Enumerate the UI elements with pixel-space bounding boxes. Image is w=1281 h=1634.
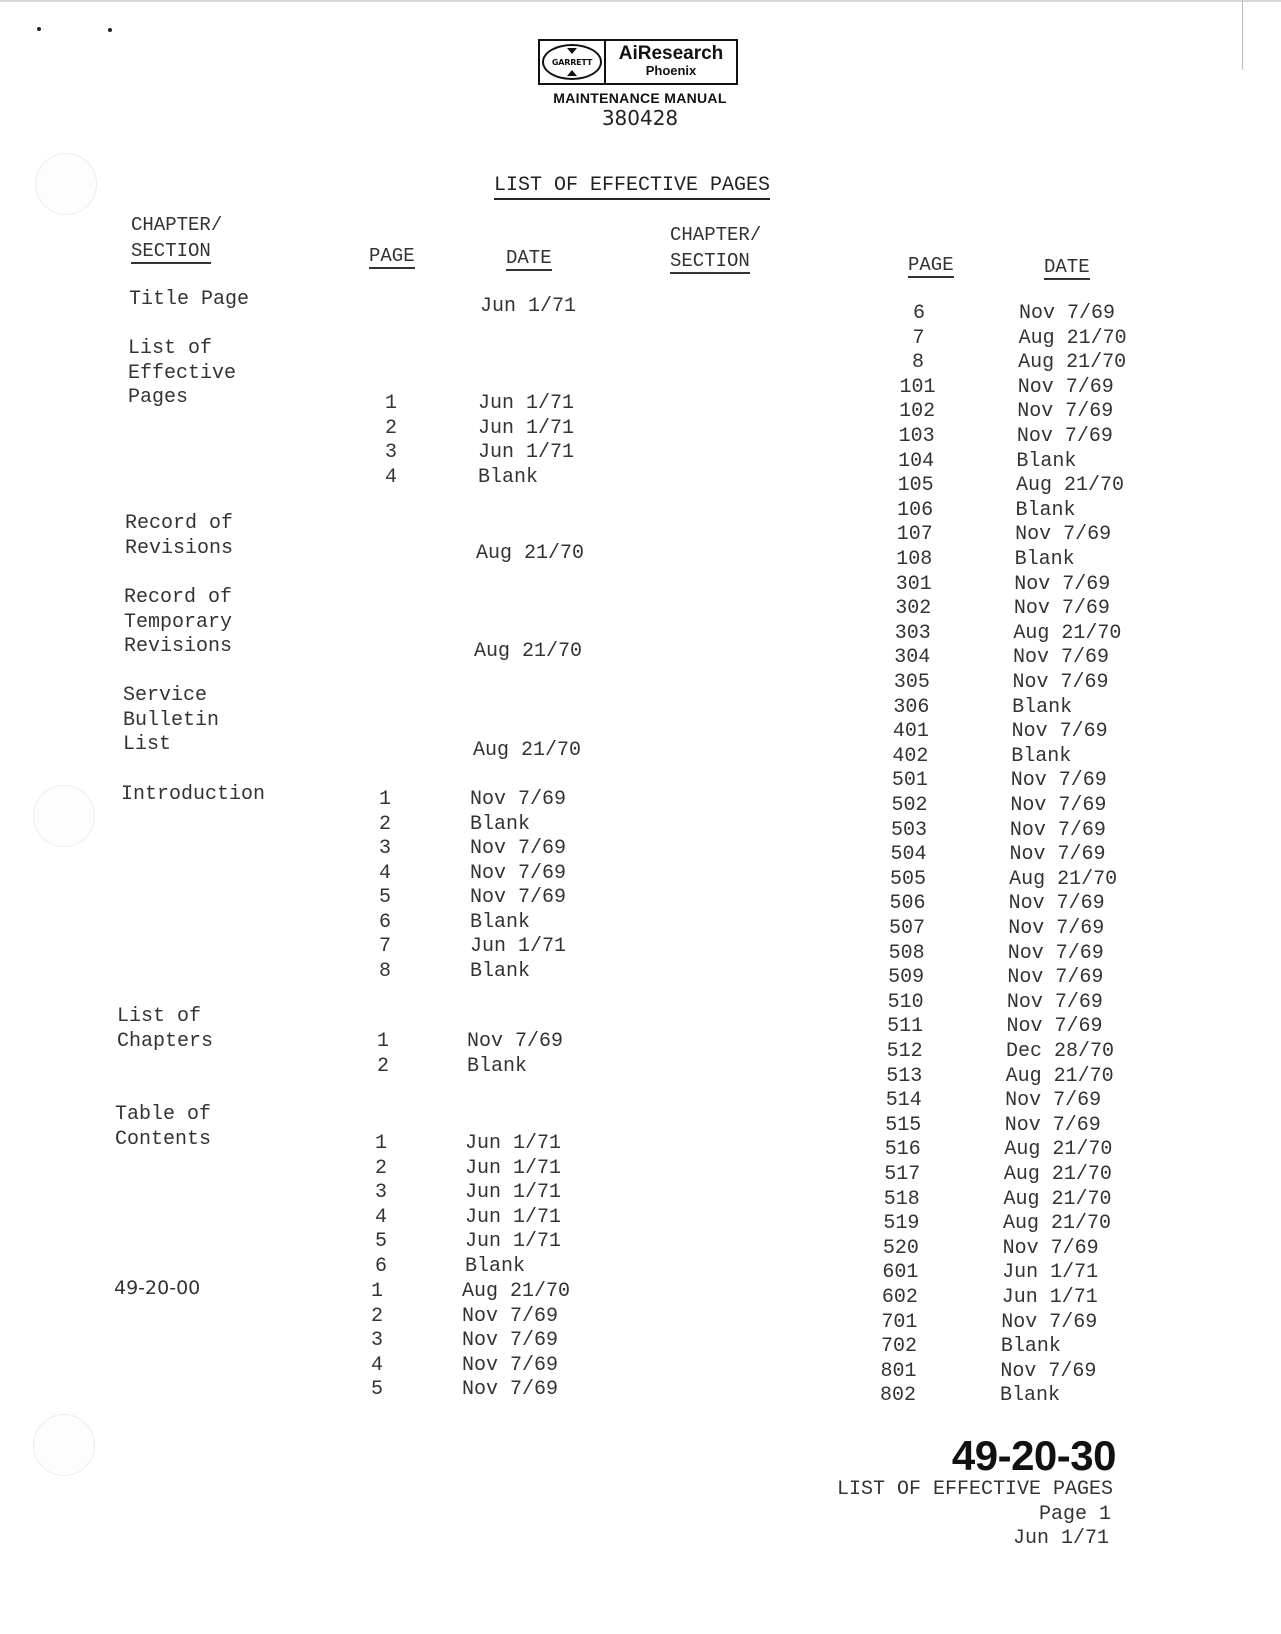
page-date: Nov 7/69 bbox=[470, 861, 567, 885]
page-date: Nov 7/69 bbox=[1009, 818, 1106, 842]
page-date: Aug 21/70 bbox=[462, 1280, 571, 1303]
page-date: Nov 7/69 bbox=[1010, 769, 1107, 793]
page-number: 104 bbox=[898, 449, 935, 473]
page-date: Nov 7/69 bbox=[470, 837, 567, 860]
page-number: 4 bbox=[378, 861, 391, 885]
page-number: 106 bbox=[897, 498, 934, 522]
page-date: Aug 21/70 bbox=[476, 542, 585, 565]
page-number: 305 bbox=[893, 671, 930, 694]
page-number: 6 bbox=[378, 910, 391, 934]
triangle-up-icon bbox=[567, 70, 577, 76]
page-number: 515 bbox=[885, 1113, 922, 1137]
page-number: 509 bbox=[888, 966, 925, 990]
page-number: 507 bbox=[889, 917, 926, 940]
triangle-down-icon bbox=[567, 48, 577, 54]
section-label: List of bbox=[117, 1005, 202, 1028]
page-date: Nov 7/69 bbox=[1019, 302, 1116, 325]
page-date: Aug 21/70 bbox=[1003, 1163, 1112, 1186]
page-date: Nov 7/69 bbox=[1017, 375, 1114, 399]
binder-hole bbox=[33, 1414, 95, 1476]
scan-speck bbox=[108, 28, 112, 32]
page-date: Nov 7/69 bbox=[1001, 1310, 1098, 1334]
page-number: 801 bbox=[880, 1359, 917, 1383]
page-number: 6 bbox=[374, 1254, 387, 1278]
page-number: 7 bbox=[378, 935, 391, 958]
logo-oval bbox=[542, 44, 602, 80]
section-label: Table of bbox=[115, 1103, 212, 1126]
page-date: Aug 21/70 bbox=[1013, 621, 1122, 645]
page-number: 103 bbox=[898, 425, 935, 448]
header-chapter-line1: CHAPTER/ bbox=[131, 214, 223, 236]
page-date: Nov 7/69 bbox=[462, 1353, 559, 1377]
page-date: Nov 7/69 bbox=[1000, 1359, 1097, 1383]
garrett-emblem-icon bbox=[540, 41, 606, 83]
page-date: Nov 7/69 bbox=[470, 886, 567, 909]
page-number: 401 bbox=[892, 720, 929, 744]
page-edge-line bbox=[1242, 0, 1243, 70]
page-date: Nov 7/69 bbox=[1011, 720, 1108, 744]
page-date: Nov 7/69 bbox=[462, 1378, 559, 1401]
header-date-label: DATE bbox=[1044, 256, 1090, 278]
section-label: Revisions bbox=[125, 536, 234, 560]
page-number: 4 bbox=[374, 1205, 387, 1229]
page-date: Nov 7/69 bbox=[462, 1304, 559, 1328]
page-date: Nov 7/69 bbox=[1004, 1113, 1101, 1137]
page-number: 306 bbox=[893, 695, 930, 719]
section-label: Introduction bbox=[121, 783, 266, 806]
page-number: 503 bbox=[890, 818, 927, 842]
page-number: 601 bbox=[882, 1261, 919, 1285]
page-date: Blank bbox=[1012, 695, 1073, 719]
page-number: 510 bbox=[887, 990, 924, 1014]
page-number: 3 bbox=[384, 441, 397, 464]
section-label: Revisions bbox=[124, 635, 233, 658]
page-date: Blank bbox=[467, 1054, 528, 1078]
page-number: 302 bbox=[895, 597, 932, 621]
section-label: List bbox=[123, 733, 172, 756]
page-date: Nov 7/69 bbox=[1015, 523, 1112, 547]
page-date: Aug 21/70 bbox=[474, 640, 583, 663]
header-page-left bbox=[369, 243, 415, 269]
page-number: 602 bbox=[881, 1286, 918, 1309]
page-date: Aug 21/70 bbox=[1003, 1212, 1112, 1236]
footer-page-label: Page 1 bbox=[1038, 1503, 1111, 1526]
page-date: Jun 1/71 bbox=[465, 1132, 562, 1155]
page-number: 702 bbox=[880, 1335, 917, 1359]
page-date: Blank bbox=[1016, 449, 1077, 473]
page-number: 8 bbox=[378, 959, 391, 983]
page-date: Nov 7/69 bbox=[1005, 1089, 1102, 1113]
page-date: Nov 7/69 bbox=[462, 1329, 559, 1352]
page-date: Aug 21/70 bbox=[1015, 474, 1124, 498]
page-date: Blank bbox=[478, 465, 539, 489]
page-edge bbox=[0, 0, 1281, 2]
page-number: 108 bbox=[896, 548, 933, 571]
page-date: Aug 21/70 bbox=[1018, 351, 1127, 375]
page-number: 517 bbox=[884, 1163, 921, 1186]
page-date: Nov 7/69 bbox=[470, 788, 567, 811]
page-number: 8 bbox=[912, 351, 925, 375]
page-number: 518 bbox=[883, 1187, 920, 1211]
page-date: Nov 7/69 bbox=[467, 1030, 564, 1053]
section-label: List of bbox=[128, 337, 213, 360]
page-number: 520 bbox=[882, 1236, 919, 1260]
header-date-label: DATE bbox=[506, 247, 552, 269]
page-date: Blank bbox=[465, 1254, 526, 1278]
page-date: Jun 1/71 bbox=[465, 1156, 562, 1180]
page-number: 1 bbox=[374, 1132, 387, 1155]
page-number: 4 bbox=[370, 1353, 383, 1377]
page-date: Blank bbox=[1000, 1384, 1061, 1408]
page-number: 304 bbox=[894, 646, 931, 670]
binder-hole bbox=[33, 785, 95, 847]
header-chapter-line1: CHAPTER/ bbox=[670, 224, 762, 246]
page-date: Jun 1/71 bbox=[1002, 1261, 1099, 1285]
page-number: 802 bbox=[879, 1384, 916, 1408]
page-number: 516 bbox=[884, 1138, 921, 1162]
page-number: 105 bbox=[897, 474, 934, 498]
footer-date: Jun 1/71 bbox=[1012, 1527, 1109, 1550]
page-number: 514 bbox=[885, 1089, 922, 1113]
page-date: Blank bbox=[1014, 548, 1075, 571]
page-date: Nov 7/69 bbox=[1016, 425, 1113, 448]
page-date: Nov 7/69 bbox=[1012, 646, 1109, 670]
logo-mark-text: GARRETT bbox=[551, 57, 593, 67]
page-date: Blank bbox=[1011, 744, 1072, 768]
header-section-line2: SECTION bbox=[670, 250, 750, 272]
page-date: Blank bbox=[1015, 498, 1076, 522]
page-date: Blank bbox=[470, 812, 531, 836]
page-number: 2 bbox=[378, 812, 391, 836]
page-date: Blank bbox=[1000, 1335, 1061, 1359]
page-number: 2 bbox=[374, 1156, 387, 1180]
page-date: Blank bbox=[470, 910, 531, 934]
section-label: Record of bbox=[125, 512, 234, 535]
page-number: 402 bbox=[892, 744, 929, 768]
page-date: Nov 7/69 bbox=[1010, 794, 1107, 817]
page-date: Aug 21/70 bbox=[1003, 1187, 1112, 1211]
page-number: 1 bbox=[384, 392, 397, 415]
manual-title: MAINTENANCE MANUAL bbox=[553, 90, 727, 106]
header-date-left bbox=[506, 245, 552, 271]
page-number: 107 bbox=[896, 523, 933, 547]
page-number: 508 bbox=[888, 941, 925, 965]
header-chapter-section-left bbox=[131, 212, 222, 264]
page-date: Aug 21/70 bbox=[1005, 1064, 1114, 1088]
page-number: 301 bbox=[895, 572, 932, 596]
page-date: Dec 28/70 bbox=[1006, 1040, 1115, 1063]
section-label: Title Page bbox=[129, 288, 250, 311]
page-number: 101 bbox=[899, 375, 936, 399]
page-date: Jun 1/71 bbox=[465, 1181, 562, 1204]
header-page-label: PAGE bbox=[908, 254, 954, 276]
page-number: 4 bbox=[384, 465, 397, 489]
page-date: Nov 7/69 bbox=[1007, 966, 1104, 990]
section-label: Record of bbox=[124, 586, 233, 609]
page-number: 5 bbox=[374, 1230, 387, 1253]
page-date: Nov 7/69 bbox=[1007, 941, 1104, 965]
page-date: Jun 1/71 bbox=[478, 416, 575, 440]
section-label: Temporary bbox=[124, 610, 233, 634]
page-number: 3 bbox=[370, 1329, 383, 1352]
header-page-label: PAGE bbox=[369, 245, 415, 267]
header-section-line2: SECTION bbox=[131, 240, 211, 262]
page-number: 3 bbox=[378, 837, 391, 860]
section-label: Service bbox=[123, 684, 208, 707]
page-number: 1 bbox=[376, 1030, 389, 1053]
page-number: 3 bbox=[374, 1181, 387, 1204]
page-date: Jun 1/71 bbox=[465, 1205, 562, 1229]
page-date: Jun 1/71 bbox=[1001, 1286, 1098, 1309]
page-date: Nov 7/69 bbox=[1008, 917, 1105, 940]
company-logo bbox=[538, 39, 738, 85]
page-number: 6 bbox=[912, 302, 925, 325]
binder-hole bbox=[35, 153, 97, 215]
page-number: 1 bbox=[378, 788, 391, 811]
page-number: 511 bbox=[887, 1015, 924, 1039]
section-label: Bulletin bbox=[123, 708, 220, 732]
page-number: 303 bbox=[894, 621, 931, 645]
page-date: Nov 7/69 bbox=[1009, 843, 1106, 867]
page-number: 7 bbox=[912, 326, 925, 350]
section-label: Chapters bbox=[117, 1029, 214, 1053]
logo-text bbox=[606, 41, 736, 83]
page-date: Nov 7/69 bbox=[1014, 572, 1111, 596]
page-date: Nov 7/69 bbox=[1017, 400, 1114, 424]
header-page-right bbox=[908, 252, 954, 278]
page-date: Nov 7/69 bbox=[1012, 671, 1109, 694]
page-date: Aug 21/70 bbox=[473, 739, 582, 762]
page-number: 2 bbox=[384, 416, 397, 440]
page-number: 5 bbox=[370, 1378, 383, 1401]
footer-section-title: LIST OF EFFECTIVE PAGES bbox=[836, 1478, 1113, 1501]
header-date-right bbox=[1044, 254, 1090, 280]
page-date: Jun 1/71 bbox=[478, 441, 575, 464]
page-date: Blank bbox=[470, 959, 531, 983]
page-date: Nov 7/69 bbox=[1013, 597, 1110, 621]
page-number: 2 bbox=[370, 1304, 383, 1328]
page-date: Jun 1/71 bbox=[465, 1230, 562, 1253]
page-number: 2 bbox=[376, 1054, 389, 1078]
footer-chapter-code: 49-20-30 bbox=[951, 1432, 1116, 1479]
page-date: Nov 7/69 bbox=[1008, 892, 1105, 916]
page-date: Jun 1/71 bbox=[470, 935, 567, 958]
page-number: 504 bbox=[890, 843, 927, 867]
company-name: AiResearch bbox=[618, 43, 724, 64]
page-number: 501 bbox=[891, 769, 928, 793]
header-chapter-section-right bbox=[670, 222, 761, 274]
page-date: Nov 7/69 bbox=[1002, 1236, 1099, 1260]
page-number: 1 bbox=[370, 1280, 383, 1303]
page-number: 502 bbox=[891, 794, 928, 817]
page-date: Jun 1/71 bbox=[478, 392, 575, 415]
page-date: Aug 21/70 bbox=[1009, 867, 1118, 891]
section-label: 49-20-00 bbox=[114, 1277, 201, 1299]
page-number: 102 bbox=[899, 400, 936, 424]
scan-speck bbox=[37, 27, 41, 31]
page-number: 5 bbox=[378, 886, 391, 909]
section-label: Pages bbox=[128, 386, 189, 409]
company-city: Phoenix bbox=[645, 63, 697, 78]
manual-number: 380428 bbox=[601, 106, 679, 130]
page-date: Nov 7/69 bbox=[1006, 1015, 1103, 1039]
page-date: Aug 21/70 bbox=[1018, 326, 1127, 350]
page-number: 513 bbox=[886, 1064, 923, 1088]
page-date: Jun 1/71 bbox=[480, 295, 577, 318]
page-date: Aug 21/70 bbox=[1004, 1138, 1113, 1162]
page-number: 512 bbox=[886, 1040, 923, 1063]
section-label: Contents bbox=[115, 1127, 212, 1151]
page-number: 701 bbox=[881, 1310, 918, 1334]
page-number: 519 bbox=[883, 1212, 920, 1236]
page-date: Nov 7/69 bbox=[1006, 990, 1103, 1014]
page-number: 505 bbox=[890, 867, 927, 891]
section-label: Effective bbox=[128, 361, 237, 385]
document-title: LIST OF EFFECTIVE PAGES bbox=[494, 174, 770, 200]
page-number: 506 bbox=[889, 892, 926, 916]
